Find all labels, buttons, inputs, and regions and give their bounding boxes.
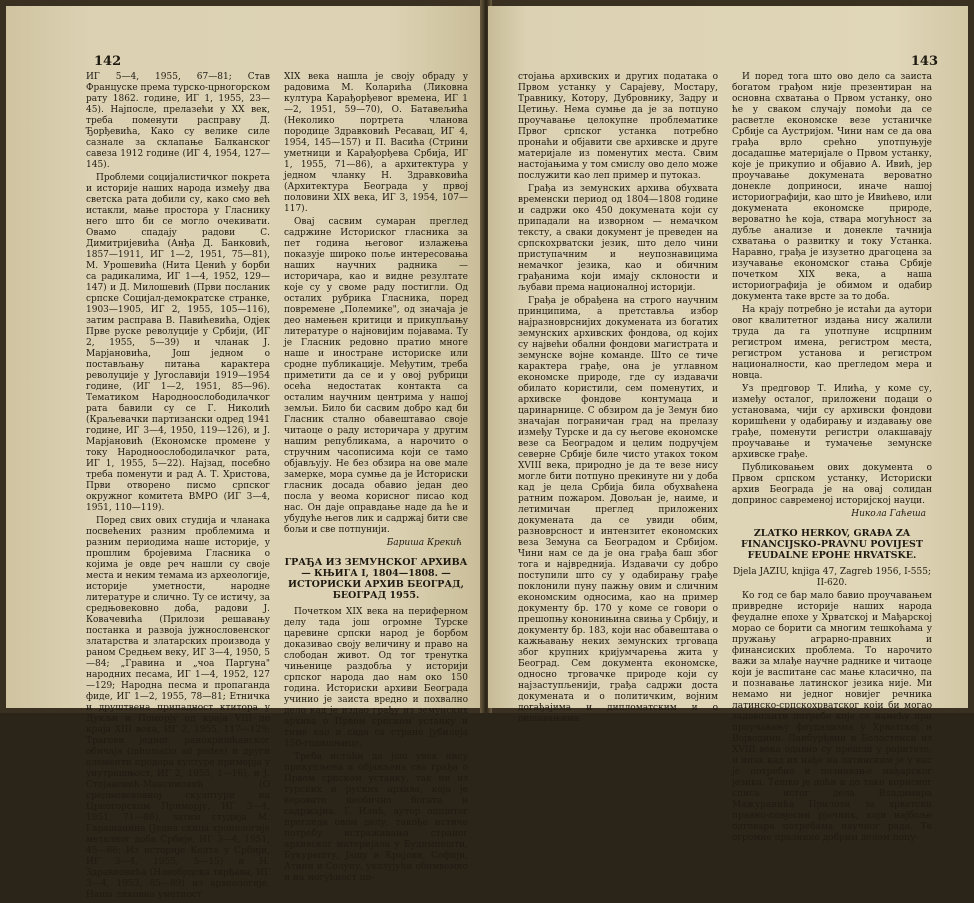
paragraph: Почетком XIX века на периферном делу тада још огромне Турске царевине српски народ је борбом доказивао своју величину и право на слободан живот. Од тог тренутка чињенице раздобља у историји српског народа дао нам око 150 година. Историски архиви Београда учинио је заиста вредно и похвално дело кад је издао грађу из земунских архива о Првом српском устанку и тиме као и сада са стране јубилеја 150-годишњице. xyxy=(284,607,468,749)
right-page xyxy=(488,6,968,843)
paragraph: На крају потребно је истаћи да аутори овог квалитетног издања нису жалили труда да га употпуне исцрпним регистром имена, регистром места, регистром установа и регистром националности, као прегледом мера и новца. xyxy=(732,305,932,381)
paragraph: Овај сасвим сумаран преглед садржине Историског гласника за пет година његовог излажења показује широко поље интересовања наших научних радника — историчара, као и видне резултате које су у своме раду постигли. Од осталих рубрика Гласника, поред повремене „Полемике", од значаја је део намењен критици и прикупљању литературе о најновијим појавама. Ту је Гласник редовно пратио многе наше и иностране историске или сродне публикације. Међутим, треба приметити да се и у овој рубрици осећа недостатак контакта са осталим научним центрима у нашој земљи. Било би сасвим добро кад би Гласник стално обавештавао своје читаоце о раду историчара у другим нашим републикама, а нарочито о стручним часописима који се тамо објављују. Не без обзира на ове мале замерке, мора сумње да је Историски гласник досада обавио један део посла у веома корисног писао код нас. Он даје оправдање наде да ће и убудуће његов лик и садржај бити све бољи и све потпунији. xyxy=(284,217,468,535)
left-column-1 xyxy=(86,72,270,903)
paragraph: Поред свих ових студија и чланака посвећених разним проблемима и разним периодима наше историје, у прошлим бројевима Гласника о којима је овде реч нашли су своје места и неким темама из археологије, историје уметности, народне литературе и слично. Ту се истичу, за средњовековно доба, радови Ј. Ковачевића (Прилози решавању постанка и развоја јужнословенског златарства и златарских производа у раном Средњем веку, ИГ 3—4, 1950, 5—84; „Гравина и „чоа Паргуна" народних песама, ИГ 1—4, 1952, 127—129; Народна песма и пропаганда фиде, ИГ 1—2, 1955, 78—81; Етничка и друштвена припадност ктитора у Дукљи и Поморју од краја VIII до краја XIII века, ИГ 2, 1955, 117—129; Трагови једног ранохришћанског обичаја (inhumatio ad pedes) и други елементи продора културе приморја у унутрашњост, ИГ 2, 1955, 1—16), и Ј. Стојановић-Максимовић (О средњовековној скулптури на Црногорском Приморју, ИГ 3—4, 1951, 71—86), затим студија М. Гарашанина (Једна скица хронологије металног доба Србије, ИГ 3—4, 1951, 45—66; Из историје Келта у Србији, ИГ 3—4, 1955, 5—15) и Н. Здравковића (Новобрдска тврђава, ИГ 3—4, 1953, 85—89) из археологије. Наша ликовна уметност xyxy=(86,516,270,900)
right-column-2 xyxy=(732,72,932,846)
paragraph: XIX века нашла је своју обраду у радовима М. Коларића (Ликовна култура Карађорђевог времена, ИГ 1—2, 1951, 59—70), О. Батавељића (Неколико портрета чланова породице Здравковић Ресавац, ИГ 4, 1954, 145—157) и П. Васића (Стрини уметници и Карађорђева Србија, ИГ 1, 1955, 71—86), а архитектура у једном чланку Н. Здравковића (Архитектура Београда у првој половини XIX века, ИГ 3, 1954, 107—117). xyxy=(284,72,468,214)
right-column-1 xyxy=(518,72,718,846)
review-subheading: Djela JAZIU, knjiga 47, Zagreb 1956, I-555; II-620. xyxy=(733,567,931,588)
paragraph: Грађа је обрађена на строго научним принципима, а претставља избор најразноврснијих докумената из богатих земунских архивских фондова, од којих су највећи обални фондови магистрата и земунске војне команде. Што се тиче карактера грађе, она је углавном економске природе, где су издавачи обилато користили, сем поменутих, и архивске фондове контумаца и царинарнице. С обзиром да је Земун био значајан пограничан град на прелазу између Турске и да су његове економске везе са Београдом и целим подручјем северне Србије биле чисто утакох током XVIII века, природно је да те везе нису могле бити потпуно прекинуте ни у доба кад је цела Србија била обухваћена ратним пожаром. Довољан је, наиме, и летимичан преглед приложених докумената да се увиди обим, разноврсност и интензитет економских веза Земуна са Београдом и Србијом. Чини нам се да је она грађа баш због тога и највреднија. Издавачи су добро поступили што су у одабирању грађе поклонили пуну пажњу овим и сличним економским односима, као на пример документу бр. 170 у коме се говори о прешопњу кононињина свиња у Србију, и документу бр. 183, који нас обавештава о кажњавању неких земунских трговаца због крупних кријумчарења жита у Београд. Сем документа економске, односно трговачке природе који су најзаступљенији, грађа садржи доста докумената и о политичким, војним догађајима и дипломатским и о дешавањима. xyxy=(518,296,718,724)
paragraph: И поред тога што ово дело са заиста богатом грађом није презентиран на основна схватања о Првом устанку, оно ће у сваком случају помоћи да се расветле економске везе устаничке Србије са Аустријом. Чини нам се да ова грађа врло срећно употпуњује досадашње материјале о Првом устанку, које је прикупио и објавио А. Ивић, јер проучавање докумената вероватно донекле доприноси, иначе нашој историографији, као што је Ивићево, или докумената економске природе, вероватно ће која, ствара могућност за дубље анализе и донекле тачнија схватања о развитку и току Устанка. Наравно, грађа је изузетно драгоцена за изучавање економског стања Србије почетком XIX века, а наша историографија је обимом и одабир документа таке врсте за то доба. xyxy=(732,72,932,302)
paragraph: Проблеми социјалистичког покрета и историје наших народа између два светска рата добили су, како смо већ истакли, мање простора у Гласнику него што би се могло очекивати. Овамо спадају радови С. Димитријевића (Анђа Д. Банковић, 1857—1911, ИГ 1—2, 1951, 75—81), М. Урошевића (Нита Ценић у борби са радикалима, ИГ 1—4, 1952, 129—147) и Д. Милошевић (Први посланик српске Социјал-демократске странке, 1903—1905, ИГ 2, 1955, 105—116), затим расправа В. Павићевића, Одјек Прве руске револуције у Србији, (ИГ 2, 1955, 5—39) и чланак Ј. Марјановића, Још једном о постављању питања карактера револуције у Југославији 1919—1954 године, (ИГ 1—2, 1951, 85—96). Тематиком Народноослободилачког рата бавили су се Г. Николић (Краљевачки партизански одред 1941 године, ИГ 3—4, 1950, 119—126), и Ј. Марјановић (Економске промене у току Народноослободилачког рата, ИГ 1, 1955, 5—22). Најзад, посебно треба поменути и рад А. Т. Христова, Први отворено писмо српског окружног комитета ВМРО (ИГ 3—4, 1951, 110—119). xyxy=(86,173,270,513)
left-columns xyxy=(86,72,468,903)
paragraph: Уз предговор Т. Илића, у коме су, између осталог, приложени подаци о установама, чији су архивски фондови коришћени у одабирању и издавању ове грађе, поменути регистри олакшавају проучавање и тумачење земунске архивске грађе. xyxy=(732,384,932,460)
paragraph: Треба истаћи да још увек нису прикупљена и објављена сва грађа о Првом српском устанку, так ни из турских и руских архива, која је веровато необично богата и садржајна. Т. Илић, аутор оппштог прегледа овом делу, такође истиче потребу истраживања страног архивског материјала у Будимпешти, Букурешту, Јашу и Крајови, Софији, Атини и Солуну, указујући обимвемио и на могућност по- xyxy=(284,752,468,883)
author-signature: Никола Гаћеша xyxy=(851,509,926,519)
left-page xyxy=(6,6,484,900)
paragraph: Публиковањем ових документа о Првом српском устанку, Историски архив Београда је на овај солидан допринос савременој историјској науци. xyxy=(732,463,932,506)
right-columns xyxy=(518,72,946,846)
review-heading: ZLATKO HERKOV, GRAĐA ZA FINANCIJSKO-PRAVNU POVIJEST FEUDALNE EPOHE HRVATSKE. xyxy=(741,528,923,561)
page-number-right: 143 xyxy=(910,54,938,69)
paragraph: стојања архивских и других података о Првом устанку у Сарајеву, Мостару, Травнику, Котору, Дубровнику, Задру и Цетињу. Нема сумње да је за потпуно проучавање целокупне проблематике Првог српског устанка потребно пронаћи и објавити све архивске и друге материјале из поменутих места. Свим настојањима у том смислу ово дело може послужити као леп пример и путоказ. xyxy=(518,72,718,181)
paragraph: Ко год се бар мало бавио проучавањем привредне историје наших народа феудалне епохе у Хрватској и Мађарској мораo се борити са многим тешкоћама у пружању аграрно-правних и финансиских проблема. То нарочито важи за млађе научне раднике и читаоце који је васпитане сас мање класично, па и познавање латинског језика није. Ми немамо ни једног новијег речника латинско-српскохрватског који би могао задовољити потребе које се намећу при проучавању феудализма у Хрватској и Војводини. Лаибурђвни и Болостенсн из XVIII века одавно су прешли у раритете, и ипак кад их нађе на латинским је у нас је потребно и познавање мађарског језика. Тешко је доћи и до тако корисног списа истог дела Владимира Мажуранића Прилози за хрватски правно-повјесни рјечник, који најбоље одговара потребама научног рада. Те огромне празнине добрим делом попу- xyxy=(732,591,932,843)
left-column-2 xyxy=(284,72,468,903)
review-heading: ГРАЂА ИЗ ЗЕМУНСКОГ АРХИВА — КЊИГА I, 1804—1808. — ИСТОРИСКИ АРХИВ БЕОГРАД, БЕОГРАД 1955. xyxy=(284,557,468,601)
paragraph: ИГ 5—4, 1955, 67—81; Став Француске према турско-црногорском рату 1862. године, ИГ 1, 1955, 23—45). Најпосле, прелазећи у XX век, треба поменути расправу Д. Ђорђевића, Како су велике силе сазнале за склапање Балканског савеза 1912 године (ИГ 4, 1954, 127—145). xyxy=(86,72,270,170)
paragraph: Грађа из земунских архива обухвата временски период од 1804—1808 године и садржи око 450 докумената који су припадали на изворном — немачком тексту, а сваки документ је преведен на српскохрватски језик, што дело чини приступачним и неупознавицима немачког језика, као и обичним грађанима који имају склоности и љубави према националној историји. xyxy=(518,184,718,293)
page-number-left: 142 xyxy=(94,54,122,69)
author-signature: Бариша Крекић xyxy=(386,538,462,548)
